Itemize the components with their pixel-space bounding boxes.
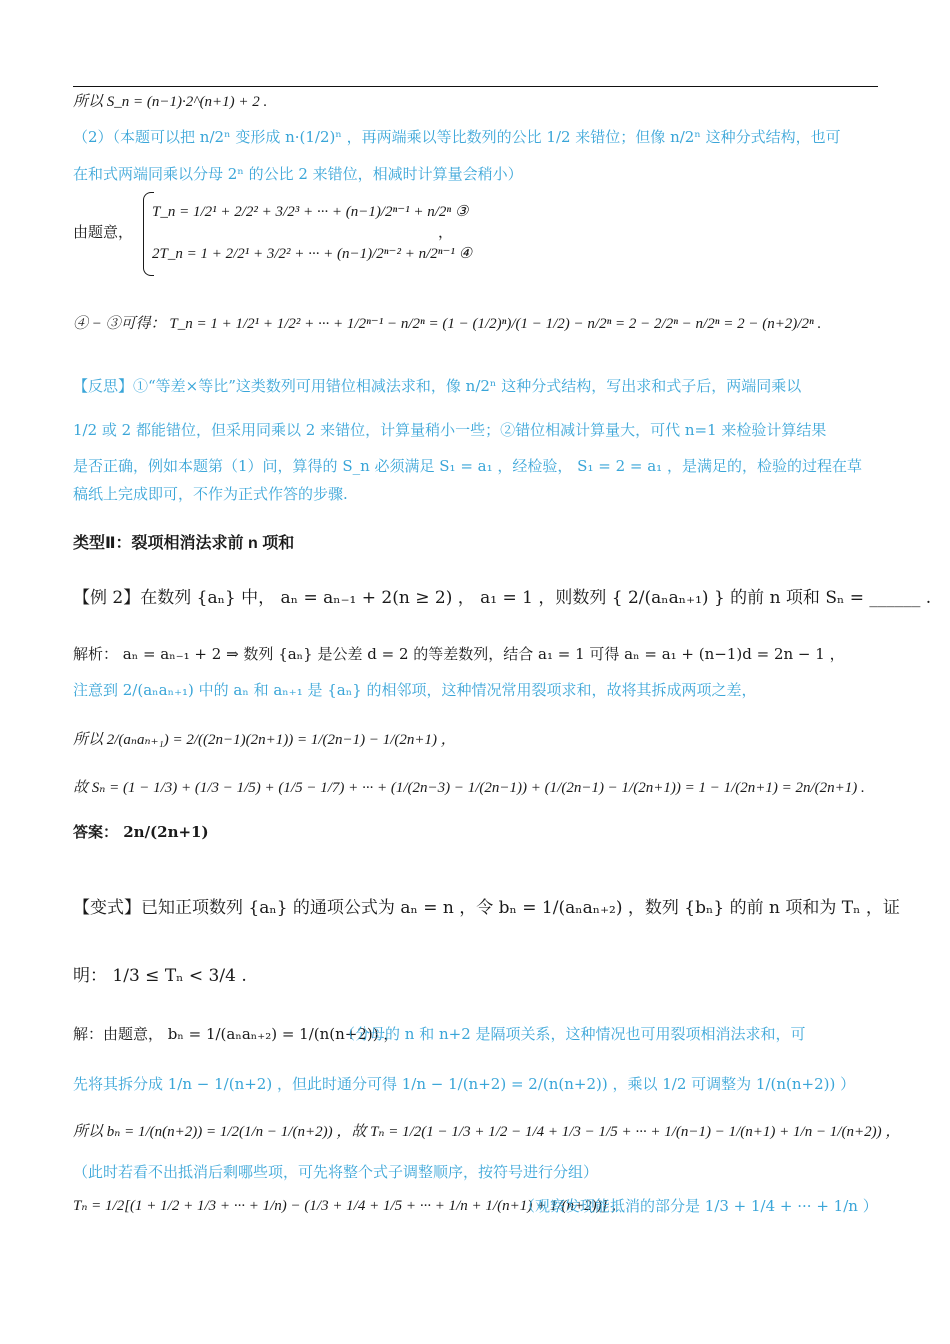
cancel-note: （观察发现能抵消的部分是 1/3 + 1/4 + ··· + 1/n ）: [520, 1197, 878, 1215]
subtraction-line: ④ − ③可得： T_n = 1 + 1/2¹ + 1/2² + ··· + 1/2ⁿ⁻¹ − n/2ⁿ = (1 − (1/2)ⁿ)/(1 − 1/2) − n/2ⁿ = 2 − 2/2ⁿ − n/2ⁿ = 2 − (n+2)/2ⁿ .: [73, 316, 822, 332]
reflection-line1: 【反思】①“等差×等比”这类数列可用错位相减法求和，像 n/2ⁿ 这种分式结构，写出求和式子后，两端同乘以: [73, 377, 802, 395]
equation-3: T_n = 1/2¹ + 2/2² + 3/2³ + ··· + (n−1)/2ⁿ⁻¹ + n/2ⁿ ③: [152, 204, 469, 220]
variant-solution-note: （分母的 n 和 n+2 是隔项关系，这种情况也可用裂项相消法求和，可: [340, 1025, 806, 1043]
variant-sum-line: 所以 bₙ = 1/(n(n+2)) = 1/2(1/n − 1/(n+2)) ，故 Tₙ = 1/2(1 − 1/3 + 1/2 − 1/4 + 1/3 − 1/5 + ··· + 1/(n−1) − 1/(n+1) + 1/n − 1/(n+2)) ，: [73, 1124, 901, 1140]
system-comma: ，: [438, 223, 454, 241]
header-rule: [73, 86, 878, 87]
system-label: 由题意，: [73, 223, 134, 241]
regroup-note: （此时若看不出抵消后剩哪些项，可先将整个式子调整顺序，按符号进行分组）: [73, 1163, 599, 1181]
variant-solution-line1: 解：由题意， bₙ = 1/(aₙaₙ₊₂) = 1/(n(n+2)) ，: [73, 1025, 399, 1043]
solution-line1: 解析： aₙ = aₙ₋₁ + 2 ⇒ 数列 {aₙ} 是公差 d = 2 的等差数列，结合 a₁ = 1 可得 aₙ = a₁ + (n−1)d = 2n − 1 ，: [73, 645, 845, 663]
reflection-line3: 是否正确，例如本题第（1）问，算得的 S_n 必须满足 S₁ = a₁ ，经检验， S₁ = 2 = a₁ ，是满足的，检验的过程在草: [73, 457, 862, 475]
part2-note-line1: （2）（本题可以把 n/2ⁿ 变形成 n·(1/2)ⁿ ，再两端乘以等比数列的公比 1/2 来错位；但像 n/2ⁿ 这种分式结构，也可: [73, 128, 841, 146]
solution-line4: 故 Sₙ = (1 − 1/3) + (1/3 − 1/5) + (1/5 − 1/7) + ··· + (1/(2n−3) − 1/(2n−1)) + (1/(2n−1) − 1/(2n+1)) = 1 − 1/(2n+1) = 2n/(2n+1) .: [73, 780, 865, 796]
variant-line1: 【变式】已知正项数列 {aₙ} 的通项公式为 aₙ = n ，令 bₙ = 1/(aₙaₙ₊₂) ，数列 {bₙ} 的前 n 项和为 Tₙ ，证: [73, 898, 900, 918]
equation-4: 2T_n = 1 + 2/2¹ + 3/2² + ··· + (n−1)/2ⁿ⁻² + n/2ⁿ⁻¹ ④: [152, 246, 473, 262]
variant-split-note: 先将其拆分成 1/n − 1/(n+2) ，但此时通分可得 1/n − 1/(n+2) = 2/(n(n+2)) ，乘以 1/2 可调整为 1/(n(n+2)) ）: [73, 1075, 856, 1093]
reflection-line2: 1/2 或 2 都能错位，但采用同乘以 2 来错位，计算量稍小一些；②错位相减计算量大，可代 n=1 来检验计算结果: [73, 421, 827, 439]
solution-line3: 所以 2/(aₙaₙ₊₁) = 2/((2n−1)(2n+1)) = 1/(2n−1) − 1/(2n+1) ，: [73, 732, 456, 748]
section-heading: 类型Ⅱ：裂项相消法求前 n 项和: [73, 535, 295, 552]
reflection-line4: 稿纸上完成即可，不作为正式作答的步骤.: [73, 485, 348, 503]
answer-line: 答案： 2n/(2n+1): [73, 823, 209, 841]
part2-note-line2: 在和式两端同乘以分母 2ⁿ 的公比 2 来错位，相减时计算量会稍小）: [73, 165, 523, 183]
example-2: 【例 2】在数列 {aₙ} 中， aₙ = aₙ₋₁ + 2(n ≥ 2) ， a₁ = 1 ，则数列 { 2/(aₙaₙ₊₁) } 的前 n 项和 Sₙ = ______ .: [73, 588, 932, 608]
sum-result-line: 所以 S_n = (n−1)·2^(n+1) + 2 .: [73, 94, 268, 110]
variant-line2: 明： 1/3 ≤ Tₙ < 3/4 .: [73, 966, 247, 986]
solution-note: 注意到 2/(aₙaₙ₊₁) 中的 aₙ 和 aₙ₊₁ 是 {aₙ} 的相邻项，这种情况常用裂项求和，故将其拆成两项之差，: [73, 681, 757, 699]
regrouped-sum: Tₙ = 1/2[(1 + 1/2 + 1/3 + ··· + 1/n) − (1/3 + 1/4 + 1/5 + ··· + 1/n + 1/(n+1) + 1/(n+2))] ，: [73, 1198, 627, 1214]
